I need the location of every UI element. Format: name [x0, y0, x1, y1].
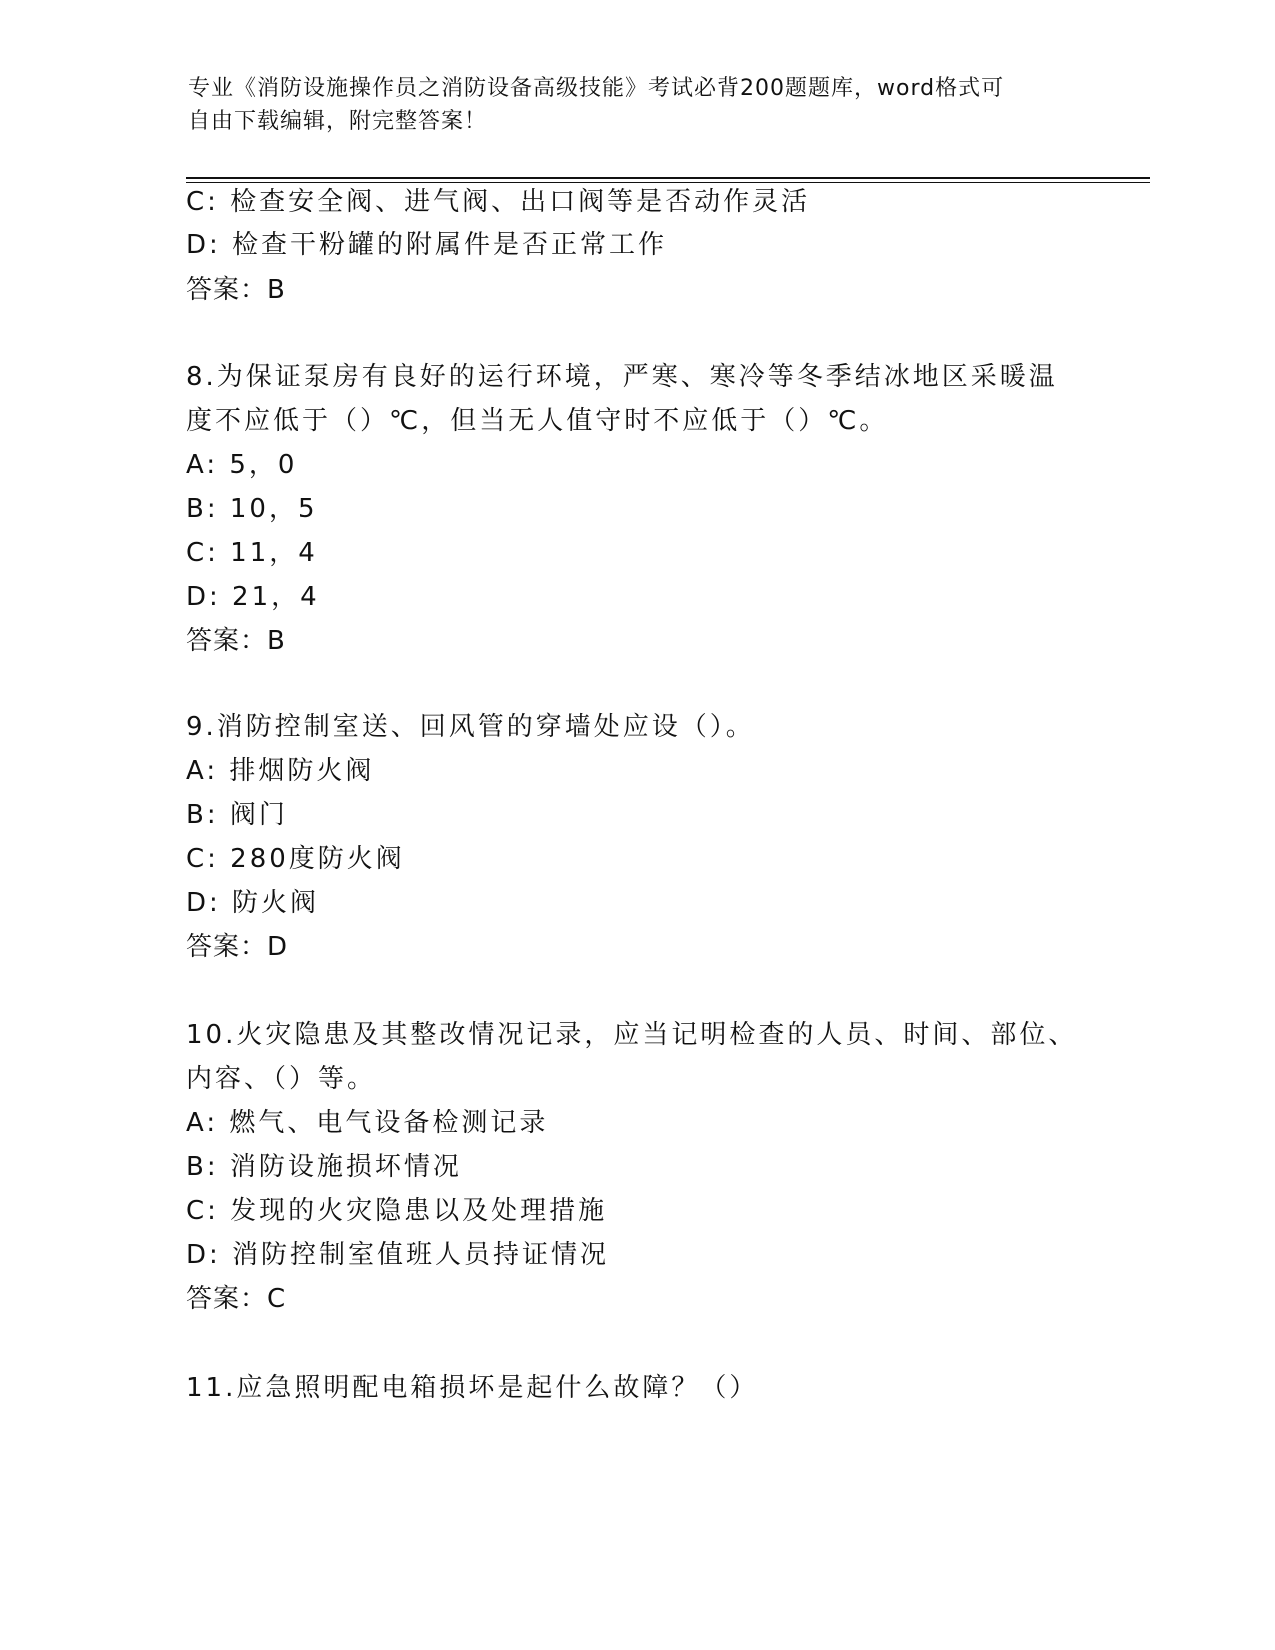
q9-stem-line-1: 9.消防控制室送、回风管的穿墙处应设（）。: [186, 712, 755, 742]
q10-stem-line-1: 10.火灾隐患及其整改情况记录，应当记明检查的人员、时间、部位、: [186, 1020, 1078, 1050]
q9-option-a: A: 排烟防火阀: [186, 756, 375, 786]
header-line-1: 专业《消防设施操作员之消防设备高级技能》考试必背200题题库，word格式可: [188, 76, 1005, 101]
q7-answer: 答案：B: [186, 275, 286, 305]
q8-option-b: B: 10，5: [186, 494, 318, 524]
q8-option-a: A: 5，0: [186, 450, 298, 480]
q10-option-a: A: 燃气、电气设备检测记录: [186, 1108, 549, 1138]
q8-answer: 答案：B: [186, 626, 286, 656]
q10-stem-line-2: 内容、（）等。: [186, 1064, 377, 1094]
q10-answer: 答案：C: [186, 1284, 287, 1314]
document-header: [188, 72, 1088, 138]
q7-option-d: D: 检查干粉罐的附属件是否正常工作: [186, 230, 668, 260]
header-line-2: 自由下载编辑，附完整答案！: [188, 109, 488, 134]
q10-option-d: D: 消防控制室值班人员持证情况: [186, 1240, 610, 1270]
q8-option-d: D: 21，4: [186, 582, 320, 612]
q7-option-c: C: 检查安全阀、进气阀、出口阀等是否动作灵活: [186, 187, 811, 217]
q9-option-d: D: 防火阀: [186, 888, 320, 918]
q8-stem-line-1: 8.为保证泵房有良好的运行环境，严寒、寒冷等冬季结冰地区采暖温: [186, 362, 1058, 392]
q11-stem-line-1: 11.应急照明配电箱损坏是起什么故障？（）: [186, 1373, 759, 1403]
q8-option-c: C: 11，4: [186, 538, 318, 568]
q9-option-c: C: 280度防火阀: [186, 844, 405, 874]
header-divider-thick: [186, 177, 1150, 179]
q9-answer: 答案：D: [186, 932, 289, 962]
q10-option-b: B: 消防设施损坏情况: [186, 1152, 462, 1182]
q10-option-c: C: 发现的火灾隐患以及处理措施: [186, 1196, 608, 1226]
q8-stem-line-2: 度不应低于（）℃，但当无人值守时不应低于（）℃。: [186, 406, 889, 436]
header-divider-thin: [186, 182, 1150, 183]
q9-option-b: B: 阀门: [186, 800, 288, 830]
